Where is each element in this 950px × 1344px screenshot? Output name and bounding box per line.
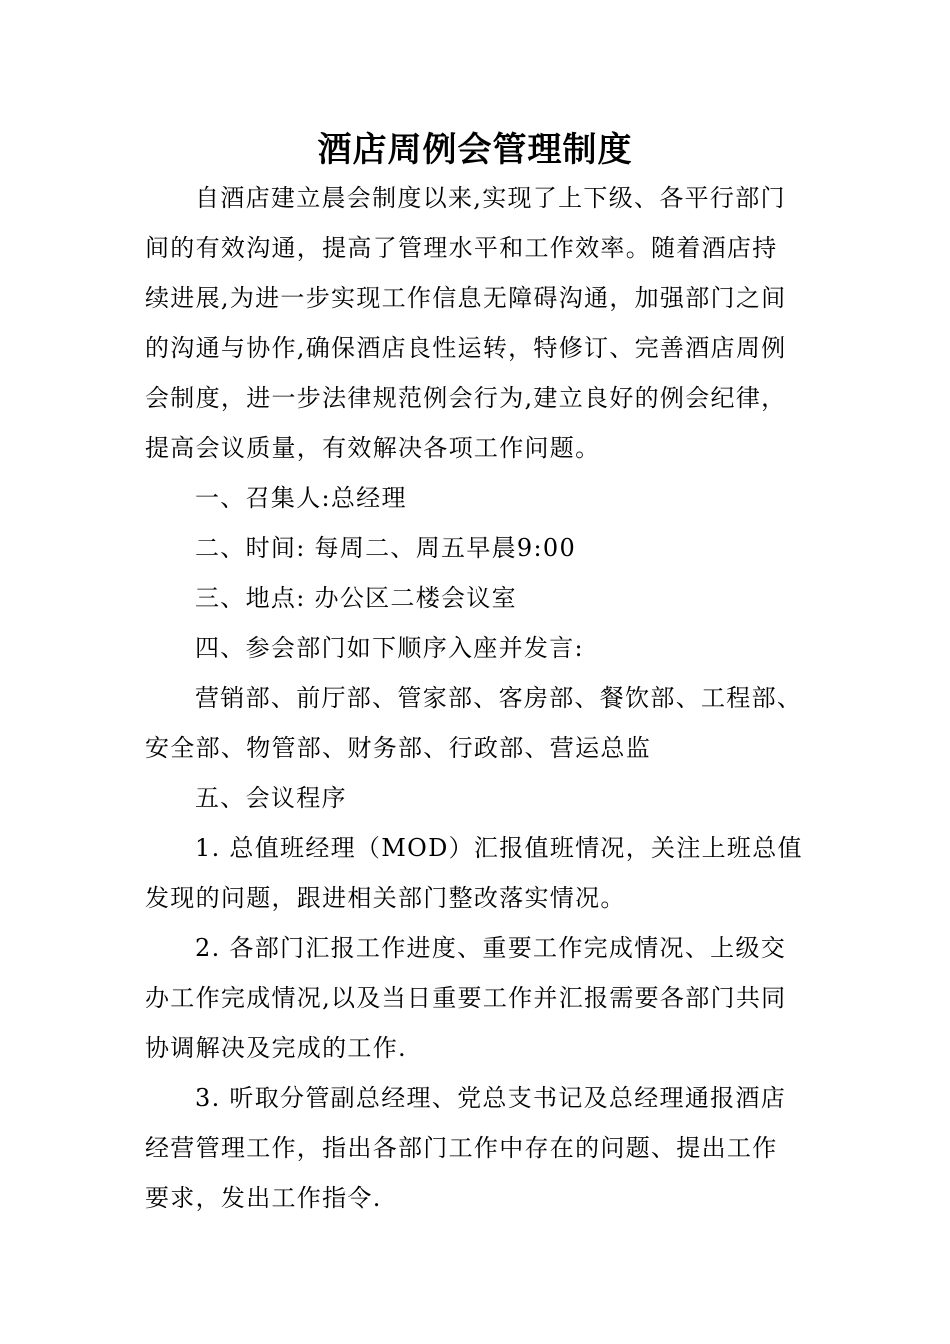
paragraph-line: 提高会议质量，有效解决各项工作问题。 [145, 434, 601, 462]
item-convener: 一、召集人:总经理 [195, 484, 407, 512]
paragraph-line: 续进展,为进一步实现工作信息无障碍沟通，加强部门之间 [145, 284, 787, 312]
procedure-line: 发现的问题，跟进相关部门整改落实情况。 [145, 884, 626, 912]
procedure-line: 经营管理工作，指出各部门工作中存在的问题、提出工作 [145, 1134, 778, 1162]
paragraph-line: 间的有效沟通，提高了管理水平和工作效率。随着酒店持 [145, 234, 778, 262]
procedure-line: 办工作完成情况,以及当日重要工作并汇报需要各部门共同 [145, 984, 787, 1012]
item-time: 二、时间: 每周二、周五早晨9:00 [195, 534, 577, 562]
item-location: 三、地点: 办公区二楼会议室 [195, 584, 517, 612]
departments-line: 安全部、物管部、财务部、行政部、营运总监 [145, 734, 651, 762]
procedure-line: 3. 听取分管副总经理、党总支书记及总经理通报酒店 [195, 1084, 787, 1112]
procedure-line: 2. 各部门汇报工作进度、重要工作完成情况、上级交 [195, 934, 787, 962]
document-title: 酒店周例会管理制度 [317, 130, 633, 170]
departments-line: 营销部、前厅部、管家部、客房部、餐饮部、工程部、 [195, 684, 803, 712]
procedure-line: 1. 总值班经理（MOD）汇报值班情况，关注上班总值 [195, 834, 803, 862]
procedure-line: 要求，发出工作指令. [145, 1184, 382, 1212]
item-departments-heading: 四、参会部门如下顺序入座并发言: [195, 634, 584, 662]
paragraph-line: 的沟通与协作,确保酒店良性运转，特修订、完善酒店周例 [145, 334, 787, 362]
paragraph-line: 会制度，进一步法律规范例会行为,建立良好的例会纪律， [145, 384, 787, 412]
paragraph-line: 自酒店建立晨会制度以来,实现了上下级、各平行部门 [195, 184, 786, 212]
procedure-line: 协调解决及完成的工作. [145, 1034, 407, 1062]
item-procedure-heading: 五、会议程序 [195, 784, 347, 812]
